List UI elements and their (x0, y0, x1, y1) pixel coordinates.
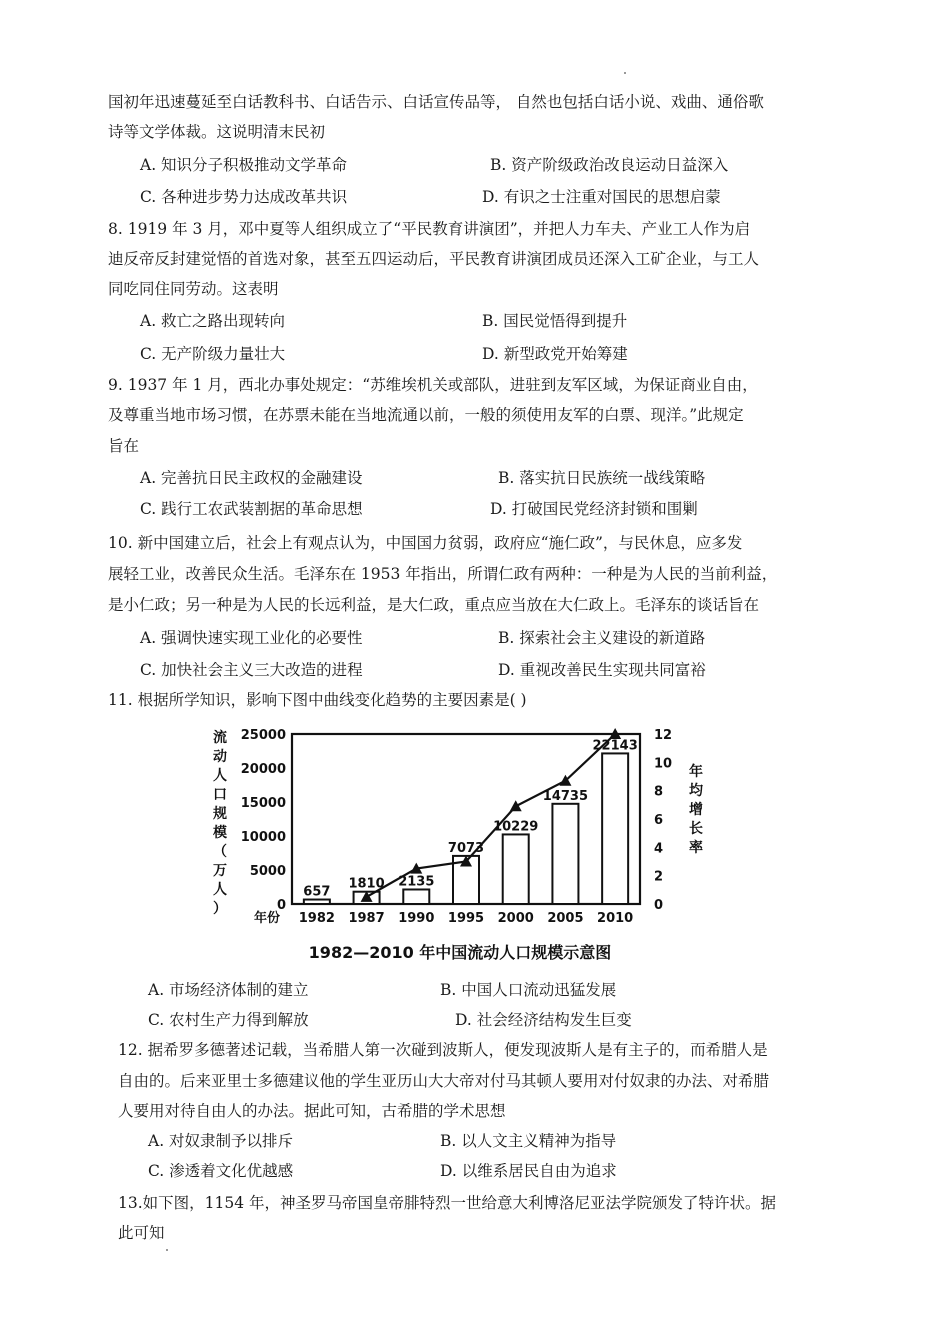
bar-value-label: 7073 (447, 840, 485, 856)
q12-line-2: 自由的。后来亚里士多德建议他的学生亚历山大大帝对付马其顿人要用对付奴隶的办法、对希腊 (118, 1072, 770, 1090)
y-axis-label-char: （ (213, 844, 227, 860)
x-tick-label: 2010 (597, 911, 634, 926)
y-axis-label-char: 模 (213, 825, 227, 841)
intro-line-2: 诗等文学体裁。这说明清末民初 (108, 123, 326, 141)
q8-option-c[interactable]: C. 无产阶级力量壮大 (140, 345, 286, 363)
q8-option-d[interactable]: D. 新型政党开始筹建 (482, 345, 628, 363)
q10-option-d[interactable]: D. 重视改善民生实现共同富裕 (498, 661, 706, 679)
y-axis-label-char: 万 (213, 863, 227, 879)
y-tick-label: 10000 (240, 830, 286, 845)
bar (602, 753, 628, 904)
bar-value-label: 22143 (592, 738, 638, 754)
chart-labels (212, 728, 704, 962)
intro-option-c[interactable]: C. 各种进步势力达成改革共识 (140, 188, 348, 206)
bar-value-label: 2135 (398, 874, 435, 890)
q13-line-1: 13.如下图，1154 年，神圣罗马帝国皇帝腓特烈一世给意大利博洛尼亚法学院颁发了特许状。据 (118, 1194, 777, 1212)
y2-tick-label: 2 (654, 869, 664, 885)
y2-tick-label: 6 (654, 813, 664, 828)
q12-option-b[interactable]: B. 以人文主义精神为指导 (440, 1132, 617, 1150)
intro-option-d[interactable]: D. 有识之士注重对国民的思想启蒙 (482, 188, 721, 206)
migrant-population-chart (200, 722, 720, 967)
y-tick-label: 15000 (240, 796, 286, 811)
x-axis-label: 年份 (253, 911, 280, 926)
q8-option-a[interactable]: A. 救亡之路出现转向 (140, 312, 286, 330)
y2-tick-label: 4 (654, 841, 664, 857)
y2-tick-label: 8 (654, 784, 664, 800)
x-tick-label: 1982 (298, 911, 335, 926)
y2-tick-label: 10 (654, 756, 673, 772)
q11-option-c[interactable]: C. 农村生产力得到解放 (148, 1011, 309, 1029)
y-axis-label-char: 动 (213, 749, 227, 765)
q10-line-1: 10. 新中国建立后，社会上有观点认为，中国国力贫弱，政府应“施仁政”，与民休息，应多发 (108, 534, 743, 552)
y2-axis-label-char: 年 (689, 764, 703, 780)
x-tick-label: 2005 (547, 911, 584, 926)
y-axis-label-char: ） (213, 901, 227, 917)
chart-title: 1982—2010 年中国流动人口规模示意图 (308, 943, 612, 962)
intro-option-a[interactable]: A. 知识分子积极推动文学革命 (140, 156, 348, 174)
y-tick-label: 20000 (240, 762, 286, 777)
q8-line-1: 8. 1919 年 3 月，邓中夏等人组织成立了“平民教育讲演团”，并把人力车夫、产业工人作为启 (108, 220, 751, 238)
y2-tick-label: 0 (654, 898, 664, 913)
q9-line-1: 9. 1937 年 1 月，西北办事处规定：“苏维埃机关或部队，进驻到友军区域，为保证商业自由， (108, 376, 758, 394)
bar (503, 834, 529, 904)
q12-option-c[interactable]: C. 渗透着文化优越感 (148, 1162, 294, 1180)
intro-line-1: 国初年迅速蔓延至白话教科书、白话告示、白话宣传品等， 自然也包括白话小说、戏曲、通俗歌 (108, 93, 764, 111)
y-axis-label-char: 规 (213, 806, 227, 822)
x-tick-label: 1995 (447, 911, 485, 926)
y-axis-label-char: 人 (213, 882, 227, 898)
q9-line-2: 及尊重当地市场习惯，在苏票未能在当地流通以前，一般的须使用友军的白票、现洋。”此规定 (108, 406, 744, 424)
q12-option-d[interactable]: D. 以维系居民自由为追求 (440, 1162, 617, 1180)
x-tick-label: 1990 (398, 911, 435, 926)
q12-line-1: 12. 据希罗多德著述记载，当希腊人第一次碰到波斯人，便发现波斯人是有主子的，而希腊人是 (118, 1041, 768, 1059)
x-tick-label: 1987 (348, 911, 385, 926)
q11-stem: 11. 根据所学知识，影响下图中曲线变化趋势的主要因素是( ) (108, 691, 527, 709)
q10-line-2: 展轻工业，改善民众生活。毛泽东在 1953 年指出，所谓仁政有两种：一种是为人民的当前利益， (108, 565, 778, 583)
bar-value-label: 14735 (542, 788, 589, 804)
bar-value-label: 657 (303, 884, 331, 900)
q10-option-c[interactable]: C. 加快社会主义三大改造的进程 (140, 661, 363, 679)
y2-axis-label-char: 均 (689, 783, 703, 799)
q8-line-3: 同吃同住同劳动。这表明 (108, 280, 279, 298)
speck (166, 1249, 168, 1251)
bar-value-label: 10229 (493, 819, 539, 835)
y-tick-label: 25000 (240, 728, 286, 743)
q11-option-a[interactable]: A. 市场经济体制的建立 (148, 981, 309, 999)
q9-option-d[interactable]: D. 打破国民党经济封锁和围剿 (490, 500, 698, 518)
y-axis-label-char: 人 (213, 768, 227, 784)
y2-axis-label-char: 率 (689, 840, 703, 856)
bar-value-label: 1810 (348, 876, 385, 892)
y2-tick-label: 12 (654, 728, 673, 743)
q10-line-3: 是小仁政；另一种是为人民的长远利益，是大仁政，重点应当放在大仁政上。毛泽东的谈话旨在 (108, 596, 760, 614)
q12-line-3: 人要用对待自由人的办法。据此可知，古希腊的学术思想 (118, 1102, 506, 1120)
q9-line-3: 旨在 (108, 437, 140, 455)
growth-point (510, 800, 522, 811)
y-axis-label-char: 流 (213, 730, 227, 746)
bar (403, 889, 429, 904)
x-tick-label: 2000 (497, 911, 534, 926)
y-tick-label: 5000 (249, 864, 286, 879)
y2-axis-label-char: 增 (689, 802, 703, 818)
q8-line-2: 迪反帝反封建觉悟的首选对象，甚至五四运动后，平民教育讲演团成员还深入工矿企业，与工人 (108, 250, 760, 268)
bar (304, 900, 330, 904)
q11-option-b[interactable]: B. 中国人口流动迅猛发展 (440, 981, 617, 999)
y2-axis-label-char: 长 (689, 821, 703, 837)
intro-option-b[interactable]: B. 资产阶级政治改良运动日益深入 (490, 156, 729, 174)
q9-option-a[interactable]: A. 完善抗日民主政权的金融建设 (140, 469, 363, 487)
q11-option-d[interactable]: D. 社会经济结构发生巨变 (455, 1011, 632, 1029)
q10-option-a[interactable]: A. 强调快速实现工业化的必要性 (140, 629, 363, 647)
bar (552, 804, 578, 904)
y-tick-label: 0 (276, 898, 286, 913)
q9-option-b[interactable]: B. 落实抗日民族统一战线策略 (498, 469, 706, 487)
q10-option-b[interactable]: B. 探索社会主义建设的新道路 (498, 629, 706, 647)
y-axis-label-char: 口 (213, 787, 227, 803)
q13-line-2: 此可知 (118, 1224, 165, 1242)
q9-option-c[interactable]: C. 践行工农武装割据的革命思想 (140, 500, 363, 518)
speck (624, 72, 626, 74)
q8-option-b[interactable]: B. 国民觉悟得到提升 (482, 312, 628, 330)
q12-option-a[interactable]: A. 对奴隶制予以排斥 (148, 1132, 294, 1150)
